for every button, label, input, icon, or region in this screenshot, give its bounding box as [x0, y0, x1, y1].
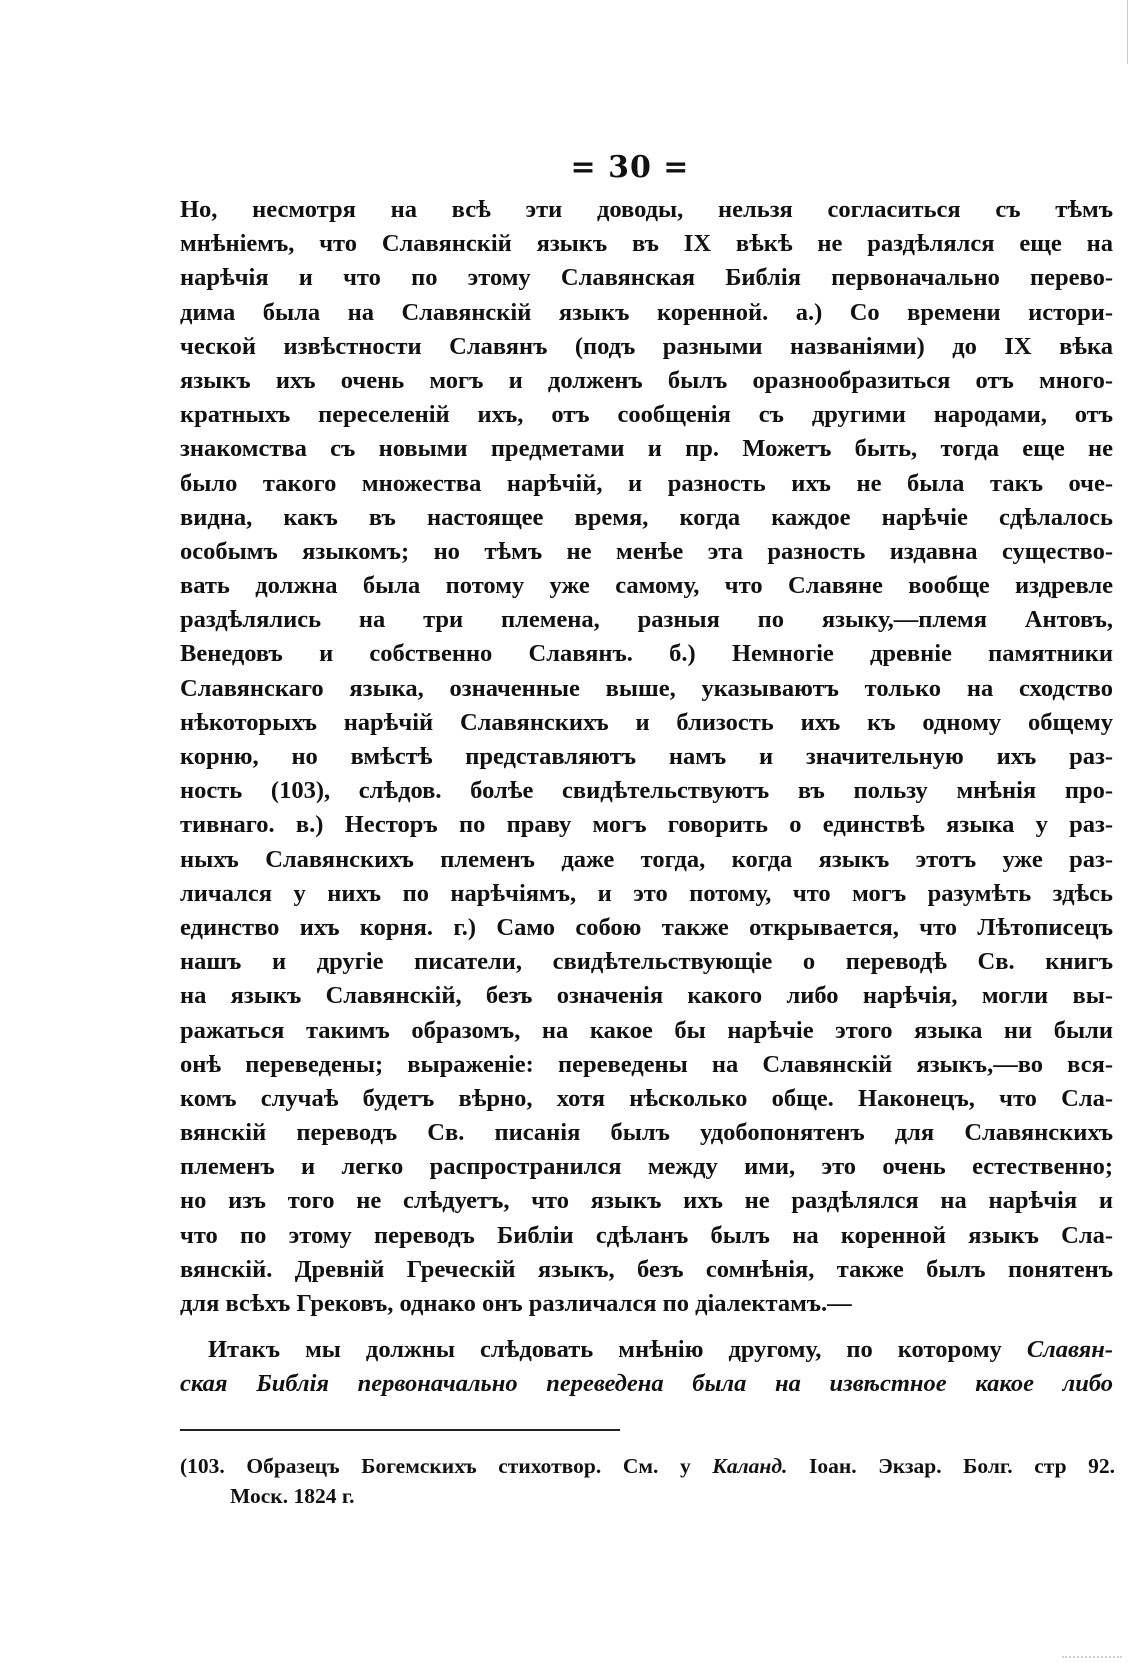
text-line: мнѣніемъ, что Славянскій языкъ въ IX вѣкѣ не раздѣлялся еще на [180, 230, 1113, 258]
text-line: ность (103), слѣдов. болѣе свидѣтельствуютъ въ пользу мнѣнія про- [180, 777, 1113, 805]
text-line: вать должна была потому уже самому, что Славяне вообще издревле [180, 572, 1113, 600]
page-number: = 30 = [570, 150, 690, 185]
text-line: вянскій переводъ Св. писанія былъ удобопонятенъ для Славянскихъ [180, 1119, 1113, 1147]
text-line: на языкъ Славянскій, безъ означенія какого либо нарѣчія, могли вы- [180, 982, 1113, 1010]
footnote-line: Моск. 1824 г. [230, 1484, 355, 1508]
text-line: Но, несмотря на всѣ эти доводы, нельзя согласиться съ тѣмъ [180, 196, 1113, 223]
text-line: личался у нихъ по нарѣчіямъ, и это потому, что могъ разумѣть здѣсь [180, 879, 1113, 907]
text-line: дима была на Славянскій языкъ коренной. а.) Со времени истори- [180, 298, 1113, 326]
text-line: корню, но вмѣстѣ представляютъ намъ и значительную ихъ раз- [180, 743, 1113, 770]
text-line: что по этому переводъ Библіи сдѣланъ былъ на коренной языкъ Сла- [180, 1221, 1113, 1249]
text-line: онѣ переведены; выраженіе: переведены на Славянскій языкъ,—во вся- [180, 1050, 1113, 1078]
text-line: племенъ и легко распространился между ими, это очень естественно; [180, 1153, 1113, 1181]
text-run: (103. Образецъ Богемскихъ стихотвор. См. у [180, 1454, 713, 1478]
text-line: но изъ того не слѣдуетъ, что языкъ ихъ не раздѣлялся на нарѣчія и [180, 1187, 1113, 1215]
text-line: видна, какъ въ настоящее время, когда каждое нарѣчіе сдѣлалось [180, 503, 1113, 531]
text-line: было такого множества нарѣчій, и разность ихъ не была такъ оче- [180, 469, 1113, 497]
text-line: нашъ и другіе писатели, свидѣтельствующіе о переводѣ Св. книгъ [180, 948, 1113, 976]
main-paragraph [180, 193, 1113, 1321]
text-line: вянскій. Древній Греческій языкъ, безъ сомнѣнія, также былъ понятенъ [180, 1255, 1113, 1283]
text-line: тивнаго. в.) Несторъ по праву могъ говорить о единствѣ языка у раз- [180, 811, 1113, 839]
text-line: языкъ ихъ очень могъ и долженъ былъ оразнообразиться отъ много- [180, 366, 1113, 394]
text-line: раздѣлялись на три племена, разныя по языку,—племя Антовъ, [180, 606, 1113, 634]
italic-run: Славян- [1026, 1336, 1113, 1363]
text-line: знакомства съ новыми предметами и пр. Можетъ быть, тогда еще не [180, 435, 1113, 463]
text-line: ческой извѣстности Славянъ (подъ разными названіями) до IX вѣка [180, 332, 1113, 360]
text-line [180, 1333, 1113, 1367]
text-line: особымъ языкомъ; но тѣмъ не менѣе эта разность издавна существо- [180, 537, 1113, 565]
text-line: ражаться такимъ образомъ, на какое бы нарѣчіе этого языка ни были [180, 1016, 1113, 1044]
text-line: единство ихъ корня. г.) Само собою также открывается, что Лѣтописецъ [180, 913, 1113, 941]
text-run: Итакъ мы должны слѣдовать мнѣнію другому, по которому [208, 1336, 1027, 1363]
text-line: нѣкоторыхъ нарѣчій Славянскихъ и близость ихъ къ одному общему [180, 708, 1113, 736]
footnote [180, 1451, 1115, 1511]
footnote-rule [180, 1429, 620, 1431]
text-line: нарѣчія и что по этому Славянская Библія первоначально перево- [180, 264, 1113, 292]
text-line: для всѣхъ Грековъ, однако онъ различался по діалектамъ.— [180, 1290, 852, 1317]
text-line: ныхъ Славянскихъ племенъ даже тогда, когда языкъ этотъ уже раз- [180, 845, 1113, 873]
scan-edge-mark [1062, 1656, 1122, 1660]
text-line: комъ случаѣ будетъ вѣрно, хотя нѣсколько обще. Наконецъ, что Сла- [180, 1084, 1113, 1112]
italic-run: Каланд. [712, 1454, 788, 1478]
text-line: кратныхъ переселеній ихъ, отъ сообщенія съ другими народами, отъ [180, 401, 1113, 429]
text-run: Іоан. Экзар. Болг. стр 92. [787, 1454, 1116, 1478]
scan-edge-line [1127, 0, 1128, 64]
text-line: Славянскаго языка, означенные выше, указываютъ только на сходство [180, 674, 1113, 702]
italic-run: ская Библія первоначально переведена была на извѣстное какое либо [180, 1370, 1113, 1398]
footnote-line [180, 1451, 1115, 1481]
second-paragraph [180, 1333, 1113, 1401]
text-line: Венедовъ и собственно Славянъ. б.) Немногіе древніе памятники [180, 640, 1113, 668]
text-line [180, 1367, 1113, 1401]
